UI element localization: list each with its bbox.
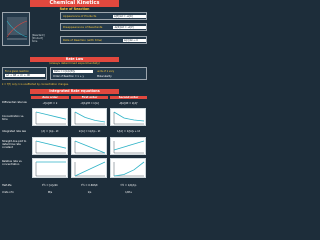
cell-differential-zero: -d[A]/dt = k xyxy=(42,102,58,105)
order-label: Order of Reaction = x + y xyxy=(53,75,84,78)
molecularity-label: Molecularity xyxy=(97,75,112,78)
time-box xyxy=(60,36,147,44)
time-label: Rate of Reaction (with time) xyxy=(63,38,103,42)
disappearance-box xyxy=(60,23,147,31)
rate-law-banner: Rate Law xyxy=(30,57,119,62)
disappearance-formula: -Δ[R]/Δt = -Δ[P] xyxy=(113,26,146,29)
disappearance-label: Disappearance of Reactants xyxy=(63,25,103,29)
infographic xyxy=(0,0,149,198)
cell-units-second: 1/M·s xyxy=(125,191,132,194)
graph-conc-second xyxy=(110,108,146,126)
rate-equation: Rate = k[A]x[B]y xyxy=(53,70,93,73)
rate-equation-box xyxy=(50,67,147,80)
chart-axes xyxy=(36,162,66,176)
row-label-half-life: Half-life xyxy=(2,184,12,187)
cell-units-first: 1/s xyxy=(87,191,92,194)
series-line xyxy=(114,162,144,176)
reaction-illustration xyxy=(2,12,30,46)
row-label-relative-rate: Relative rate vs. concentration xyxy=(2,160,23,166)
graph-rate-second xyxy=(110,158,146,178)
row-label-concentration: Concentration vs. time xyxy=(2,115,25,121)
chart-axes xyxy=(114,141,144,153)
cell-halflife-zero: t½ = [A]₀/2k xyxy=(42,184,58,187)
time-formula: Δ[c]/Δt → 0 xyxy=(123,39,146,42)
appearance-formula: Δ[P]/Δt = -Δ[R] xyxy=(113,15,146,18)
integrated-banner: Integrated Rate equations xyxy=(30,89,119,94)
chart-axes xyxy=(114,112,144,124)
general-equation: aA + bB → cC + dD xyxy=(5,74,45,77)
graph-conc-zero xyxy=(32,108,68,126)
series-line xyxy=(75,112,105,122)
column-zero-order: Zero order xyxy=(31,96,69,99)
graph-line-second xyxy=(110,137,146,155)
units-note: units of k vary xyxy=(97,70,115,73)
graph-rate-zero xyxy=(32,158,68,178)
graph-rate-first xyxy=(71,158,107,178)
rate-law-footnote: k = f(T) only; k is unaffected by concentration changes. xyxy=(2,83,69,86)
axis-reactant: [Reactant] xyxy=(32,34,45,37)
cell-integrated-second: 1/[A] = 1/[A]₀ + kt xyxy=(117,130,140,133)
cell-differential-second: -d[A]/dt = k[A]² xyxy=(118,102,139,105)
graph-line-zero xyxy=(32,137,68,155)
row-label-straight-line: Straight-line plot to determine rate constant xyxy=(2,140,27,149)
page-subtitle: Rate of Reaction xyxy=(59,7,90,11)
appearance-label: Appearance of Products xyxy=(63,14,97,18)
row-label-differential: Differential rate law xyxy=(2,101,27,104)
general-reaction-label: For a given reaction xyxy=(5,70,29,73)
series-line xyxy=(36,141,66,148)
row-label-integrated: Integrated rate law xyxy=(2,130,27,133)
series-line xyxy=(75,162,105,176)
row-label-units: Units of k xyxy=(2,191,14,194)
graph-line-first xyxy=(71,137,107,155)
column-second-order: Second order xyxy=(110,96,147,99)
axis-time: time xyxy=(32,40,38,43)
series-line xyxy=(114,112,144,121)
chart-axes xyxy=(75,112,105,124)
series-line xyxy=(36,112,66,119)
reaction-diagram xyxy=(3,13,31,47)
cell-halflife-first: t½ = 0.693/k xyxy=(81,184,98,187)
series-line xyxy=(75,141,105,153)
axis-product: [Product] xyxy=(32,37,43,40)
appearance-box xyxy=(60,12,147,20)
chart-axes xyxy=(114,162,144,176)
cell-halflife-second: t½ = 1/k[A]₀ xyxy=(120,184,137,187)
rate-law-subtitle: (Always determined experimentally) xyxy=(49,61,100,65)
cell-differential-first: -d[A]/dt = k[A] xyxy=(80,102,99,105)
page-title: Chemical Kinetics xyxy=(30,0,119,7)
cell-integrated-first: ln[A] = ln[A]₀ - kt xyxy=(78,130,101,133)
series-line xyxy=(114,141,144,150)
general-reaction-box xyxy=(2,67,47,80)
column-first-order: First order xyxy=(71,96,108,99)
cell-units-zero: M/s xyxy=(47,191,53,194)
graph-conc-first xyxy=(71,108,107,126)
cell-integrated-zero: [A] = [A]₀ - kt xyxy=(41,130,59,133)
